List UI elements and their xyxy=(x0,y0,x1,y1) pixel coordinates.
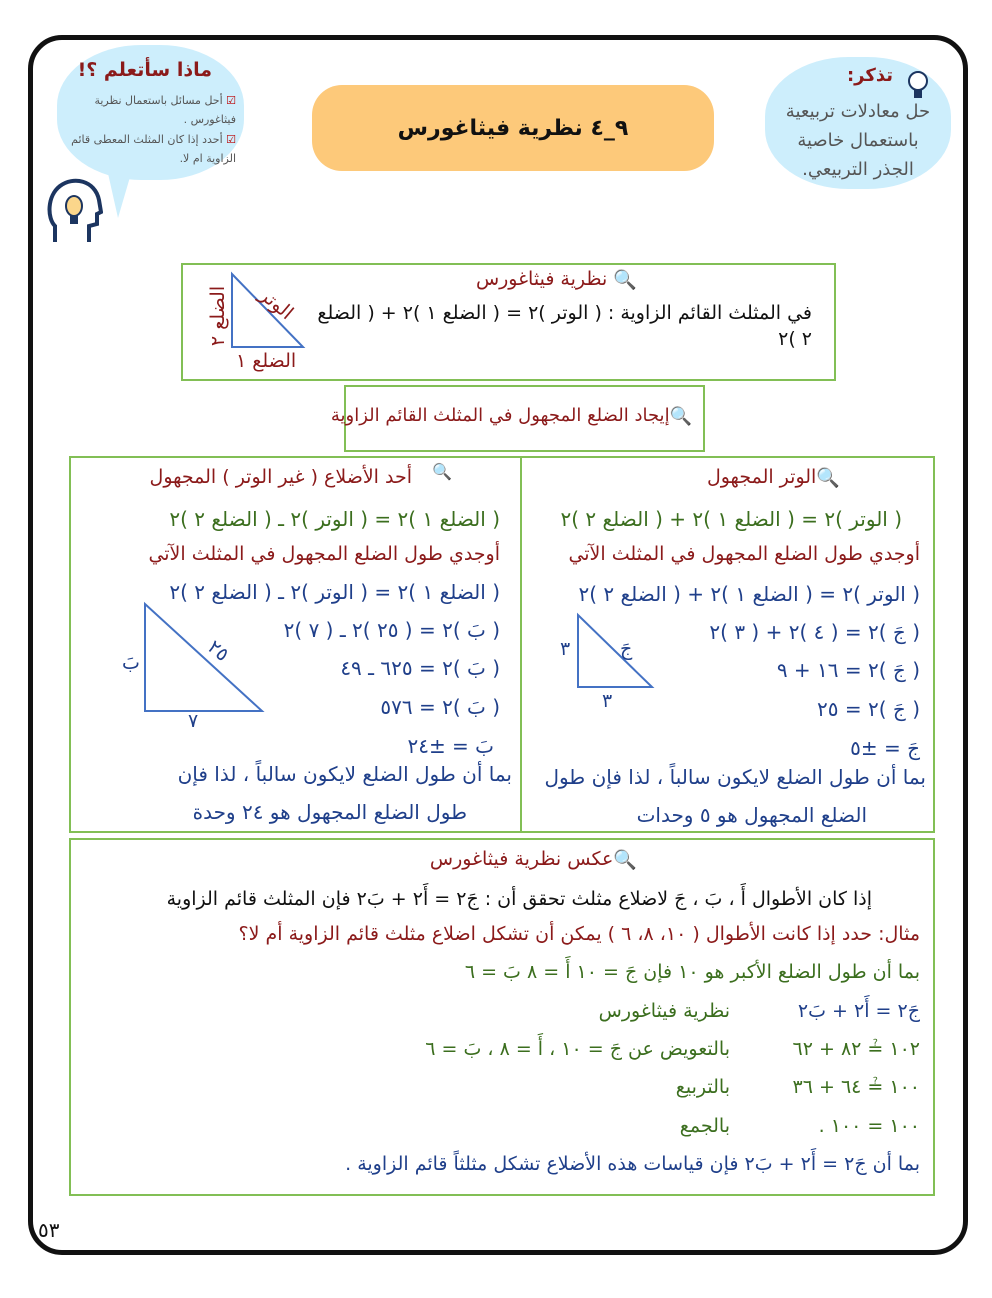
lesson-title-box xyxy=(312,85,714,171)
leg-formula: ( الضلع ١ )٢ = ( الوتر )٢ ـ ( الضلع ٢ )٢ xyxy=(169,507,500,531)
magnifier-icon: 🔍 xyxy=(613,849,637,871)
theorem-statement: في المثلث القائم الزاوية : ( الوتر )٢ = ( الضلع ١ )٢ + ( الضلع ٢ )٢ xyxy=(317,302,812,350)
label-hyp: الوتر xyxy=(255,283,298,325)
tri-label-left: ٣ xyxy=(560,638,571,660)
leg-step: ( الضلع ١ )٢ = ( الوتر )٢ ـ ( الضلع ٢ )٢ xyxy=(169,580,500,604)
label-side1: الضلع ١ xyxy=(236,350,297,372)
converse-reason: بالجمع xyxy=(679,1115,730,1137)
magnifier-icon: 🔍 xyxy=(432,462,452,481)
tri-label-hyp: جَ xyxy=(620,638,633,660)
hyp-formula: ( الوتر )٢ = ( الضلع ١ )٢ + ( الضلع ٢ )٢ xyxy=(560,507,902,531)
converse-reason: بالتعويض عن جَ = ١٠ ، أَ = ٨ ، بَ = ٦ xyxy=(425,1038,730,1060)
hyp-step: ( جَ )٢ = ( ٤ )٢ + ( ٣ )٢ xyxy=(709,620,920,644)
hyp-step: ( جَ )٢ = ١٦ + ٩ xyxy=(776,658,920,682)
tri-label-left: بَ xyxy=(122,652,140,674)
converse-given: بما أن طول الضلع الأكبر هو ١٠ فإن جَ = ١٠ أَ = ٨ بَ = ٦ xyxy=(464,961,920,983)
leg-conclusion: طول الضلع المجهول هو ٢٤ وحدة xyxy=(192,800,467,824)
lesson-title: ٩_٤ نظرية فيثاغورس xyxy=(397,115,629,141)
tri-label-bottom: ٧ xyxy=(188,710,199,732)
magnifier-icon: 🔍 xyxy=(816,467,840,489)
converse-reason: بالتربيع xyxy=(675,1076,730,1098)
hyp-triangle xyxy=(570,610,660,695)
learn-item: ☑ أحل مسائل باستعمال نظرية فيثاغورس . xyxy=(94,94,236,126)
magnifier-icon: 🔍 xyxy=(669,405,692,427)
remember-bubble xyxy=(765,57,951,189)
learn-title: ماذا سأتعلم ؟! xyxy=(77,59,212,81)
leg-step: بَ = ±٢٤ xyxy=(407,734,494,758)
tri-label-hyp: ٢٥ xyxy=(203,636,234,666)
hyp-conclusion: بما أن طول الضلع لايكون سالباً ، لذا فإن طول xyxy=(544,765,926,789)
remember-title: تذكر: xyxy=(846,65,893,86)
leg-step: ( بَ )٢ = ( ٢٥ )٢ ـ ( ٧ )٢ xyxy=(283,618,500,642)
hyp-prompt: أوجدي طول الضلع المجهول في المثلث الآتي xyxy=(568,543,920,565)
magnifier-icon: 🔍 xyxy=(613,269,637,291)
label-side2: الضلع ٢ xyxy=(207,285,230,347)
converse-math: ١٠٠ = ١٠٠ . xyxy=(818,1115,920,1137)
converse-reason: نظرية فيثاغورس xyxy=(598,1000,730,1022)
converse-example: مثال: حدد إذا كانت الأطوال ( ١٠، ٨، ٦ ) يمكن أن تشكل اضلاع مثلث قائم الزاوية أم لا؟ xyxy=(238,923,920,945)
head-lightbulb-icon xyxy=(45,176,103,246)
converse-math: جَ٢ = أَ٢ + بَ٢ xyxy=(797,1000,920,1022)
hyp-step: ( جَ )٢ = ٢٥ xyxy=(817,697,920,721)
converse-conclusion: بما أن جَ٢ = أَ٢ + بَ٢ فإن قياسات هذه الأضلاع تشكل مثلثاً قائم الزاوية . xyxy=(345,1153,920,1175)
hyp-step: ( الوتر )٢ = ( الضلع ١ )٢ + ( الضلع ٢ )٢ xyxy=(578,582,920,606)
leg-title: أحد الأضلاع ( غير الوتر ) المجهول xyxy=(149,466,412,488)
tri-label-bottom: ٣ xyxy=(602,690,613,712)
leg-step: ( بَ )٢ = ٥٧٦ xyxy=(380,695,500,719)
converse-math: ١٠٢ ≟ ٨٢ + ٦٢ xyxy=(792,1038,920,1060)
find-title: 🔍إيجاد الضلع المجهول في المثلث القائم الزاوية xyxy=(330,405,692,427)
hyp-title: 🔍الوتر المجهول xyxy=(706,466,840,489)
leg-conclusion: بما أن طول الضلع لايكون سالباً ، لذا فإن xyxy=(177,762,512,786)
leg-triangle xyxy=(140,598,270,718)
remember-text: حل معادلات تربيعية باستعمال خاصية الجذر التربيعي. xyxy=(785,101,931,180)
leg-prompt: أوجدي طول الضلع المجهول في المثلث الآتي xyxy=(148,543,500,565)
learn-item: ☑ أحدد إذا كان المثلث المعطى قائم الزاوية ام لا. xyxy=(71,133,236,165)
leg-step: ( بَ )٢ = ٦٢٥ ـ ٤٩ xyxy=(340,656,500,680)
converse-statement: إذا كان الأطوال أَ ، بَ ، جَ لاضلاع مثلث تحقق أن : جَ٢ = أَ٢ + بَ٢ فإن المثلث قائم الزاوية xyxy=(166,888,872,910)
hyp-step: جَ = ±٥ xyxy=(850,736,920,760)
theorem-title: 🔍 نظرية فيثاغورس xyxy=(475,268,637,291)
hyp-conclusion: الضلع المجهول هو ٥ وحدات xyxy=(636,803,867,827)
page-number: ٥٣ xyxy=(38,1218,60,1242)
converse-math: ١٠٠ ≟ ٦٤ + ٣٦ xyxy=(792,1076,920,1098)
converse-title: 🔍عكس نظرية فيثاغورس xyxy=(429,848,637,871)
learn-bubble xyxy=(57,45,244,180)
